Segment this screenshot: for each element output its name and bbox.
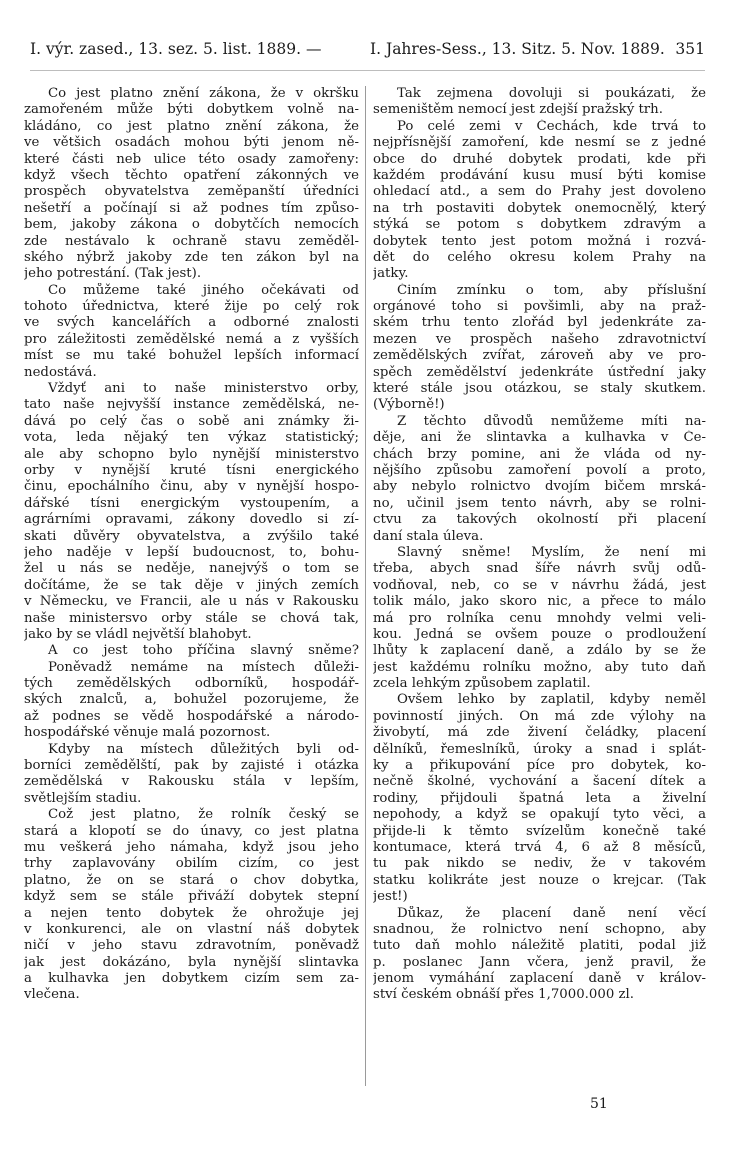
text-line: vlečena.: [24, 987, 80, 1003]
text-line: nejpřísnější zamoření, kde nesmí se z jedné: [373, 135, 706, 151]
text-line: jak jest dokázáno, byla nynější slintavka: [24, 954, 359, 970]
text-line: orby v nynější kruté tísni energického: [24, 462, 359, 478]
text-line: chách brzy pomine, ani že vláda od ny-: [373, 446, 706, 462]
text-line: které části neb ulice této osady zamořeny:: [24, 151, 359, 167]
text-line: ve svých kancelářích a odborné znalosti: [24, 315, 359, 331]
text-line: nějšího způsobu zamoření povolí a proto,: [373, 462, 706, 478]
text-line: agrárními opravami, zákony dovedlo si zí-: [24, 512, 359, 528]
text-line: p. poslanec Jann včera, jenž pravil, že: [373, 954, 706, 970]
text-line: zemědělských zvířat, zároveň aby ve pro-: [373, 348, 706, 364]
text-line: ského nýbrž jakoby zde ten zákon byl na: [24, 249, 359, 265]
text-line: ničí v jeho stavu zdravotním, poněvadž: [24, 938, 359, 954]
text-line: ale aby schopno bylo nynější ministerstvo: [24, 446, 359, 462]
text-line: jako by se vládl největší blahobyt.: [24, 626, 252, 642]
text-line: dělníků, řemeslníků, úroky a snad i splát-: [373, 741, 706, 757]
text-line: vodňoval, neb, co se v návrhu žádá, jest: [373, 577, 706, 593]
text-line: mezen ve prospěch našeho zdravotnictví: [373, 331, 706, 347]
text-line: lhůty k zaplacení daně, a zdálo by se že: [373, 643, 706, 659]
text-line: stýká se potom s dobytkem zdravým a: [373, 217, 706, 233]
text-line: zde nestávalo k ochraně stavu zeměděl-: [24, 233, 359, 249]
text-line: živobytí, má zde živení čeládky, placení: [373, 725, 706, 741]
text-line: dářské tísni energickým vystoupením, a: [24, 495, 359, 511]
text-line: mu veškerá jeho námaha, když jsou jeho: [24, 839, 359, 855]
text-line: jest každému rolníku možno, aby tuto daň: [373, 659, 706, 675]
text-line: a kulhavka jen dobytkem cizím sem za-: [24, 971, 359, 987]
text-line: Vždyť ani to naše ministerstvo orby,: [48, 381, 359, 397]
header-rule: [30, 70, 705, 71]
text-line: činu, epochálního činu, aby v nynější hospo-: [24, 479, 359, 495]
text-line: na trh postaviti dobytek onemocnělý, který: [373, 200, 706, 216]
text-line: no, učinil jsem tento návrh, aby se rolni-: [373, 495, 706, 511]
text-line: (Výborně!): [373, 397, 445, 413]
sheet-number: 51: [590, 1096, 608, 1112]
text-line: orgánové toho si povšimli, aby na praž-: [373, 299, 706, 315]
text-line: Poněvadž nemáme na místech důleži-: [48, 659, 359, 675]
text-line: nedostává.: [24, 364, 97, 380]
text-line: dět do celého okresu kolem Prahy na: [373, 249, 706, 265]
text-line: míst se mu také bohužel lepších informací: [24, 348, 359, 364]
text-line: třeba, abych snad šíře návrh svůj odů-: [373, 561, 706, 577]
text-line: Co jest platno znění zákona, že v okršku: [48, 86, 359, 101]
text-line: a nejen tento dobytek že ohrožuje jej: [24, 905, 359, 921]
text-line: v Německu, ve Francii, ale u nás v Rakousku: [24, 594, 359, 610]
text-line: povinností jiných. On má zde výlohy na: [373, 708, 706, 724]
text-line: snadnou, že rolnictvo není schopno, aby: [373, 921, 706, 937]
text-line: jeho naděje v lepší budoucnost, to, bohu-: [24, 544, 359, 560]
text-line: prospěch obyvatelstva zeměpanští úředníci: [24, 184, 359, 200]
text-line: tu pak nikdo se nediv, že v takovém: [373, 856, 706, 872]
text-line: A co jest toho příčina slavný sněme?: [48, 643, 359, 659]
text-line: platno, že on se stará o chov dobytka,: [24, 872, 359, 888]
text-line: hospodářské věnuje malá pozornost.: [24, 725, 271, 741]
text-line: statku kolikráte jest nouze o krejcar. (Tak: [373, 872, 706, 888]
text-line: Ovšem lehko by zaplatil, kdyby neměl: [397, 692, 706, 708]
text-line: zcela lehkým způsobem zaplatil.: [373, 676, 591, 692]
left-column: [24, 86, 359, 1004]
text-line: kládáno, co jest platno znění zákona, že: [24, 118, 359, 134]
text-line: dobytek tento jest potom možná i rozvá-: [373, 233, 706, 249]
text-line: ství českém obnáší přes 1,7000.000 zl.: [373, 987, 635, 1003]
text-line: stará a klopotí se do únavy, co jest platna: [24, 823, 359, 839]
text-line: zemědělská v Rakousku stála v lepším,: [24, 774, 359, 790]
text-line: má pro rolníka cenu mnohdy velmi veli-: [373, 610, 706, 626]
text-line: až podnes se vědě hospodářské a národo-: [24, 708, 359, 724]
text-line: skati důvěry obyvatelstva, a zvýšilo také: [24, 528, 359, 544]
text-line: když všech těchto opatření zákonných ve: [24, 167, 359, 183]
text-line: naše ministersvo orby stále se chová tak,: [24, 610, 359, 626]
text-line: vota, leda nějaký ten výkaz statistický;: [24, 430, 359, 446]
text-line: jatky.: [373, 266, 409, 282]
text-line: obce do druhé dobytek prodati, kde při: [373, 151, 706, 167]
header-german: I. Jahres-Sess., 13. Sitz. 5. Nov. 1889.: [370, 40, 665, 58]
text-line: Činím zmínku o tom, aby příslušní: [397, 282, 706, 298]
header-czech: I. výr. zased., 13. sez. 5. list. 1889. —: [30, 40, 322, 58]
text-line: nečně školné, vychování a šacení dítek a: [373, 774, 706, 790]
text-line: Což jest platno, že rolník český se: [48, 807, 359, 823]
text-line: jeho potrestání. (Tak jest).: [24, 266, 202, 282]
text-line: borníci zemědělští, pak by zajisté i otázka: [24, 758, 359, 774]
text-line: jenom vymáhání zaplacení daně v králov-: [373, 971, 706, 987]
text-line: ském trhu tento zlořád byl jedenkráte za-: [373, 315, 706, 331]
right-column: [373, 86, 706, 1004]
text-line: spěch zemědělství jedenkráte ústřední jaky: [373, 364, 706, 380]
text-line: každém prodávání kusu musí býti komise: [373, 167, 706, 183]
text-line: nešetří a počínají si až podnes tím způso-: [24, 200, 359, 216]
text-line: které stále jsou otázkou, se staly skutkem.: [373, 381, 706, 397]
text-line: pro záležitosti zemědělské nemá a z vyšších: [24, 331, 359, 347]
text-line: ohledací atd., a sem do Prahy jest dovoleno: [373, 184, 706, 200]
text-line: kontumace, která trvá 4, 6 až 8 měsíců,: [373, 839, 706, 855]
running-header: [30, 40, 705, 70]
text-line: ve většich osadách mohou býti jenom ně-: [24, 135, 359, 151]
text-line: přijde-li k těmto svízelům konečně také: [373, 823, 706, 839]
text-line: rodiny, přijdouli špatná leta a živelní: [373, 790, 706, 806]
column-divider: [365, 86, 366, 1086]
text-line: jest!): [373, 889, 408, 905]
text-line: ky a přikupování píce pro dobytek, ko-: [373, 758, 706, 774]
text-line: daní stala úleva.: [373, 528, 484, 544]
text-line: tuto daň mohlo náležitě platiti, podal již: [373, 938, 706, 954]
text-line: Z těchto důvodů nemůžeme míti na-: [397, 413, 706, 429]
text-line: v konkurenci, ale on vlastní náš dobytek: [24, 921, 359, 937]
text-line: Slavný sněme! Myslím, že není mi: [397, 544, 706, 560]
text-line: dává po celý čas o sobě ani známky ži-: [24, 413, 359, 429]
text-line: semeništěm nemocí jest zdejší pražský trh.: [373, 102, 663, 118]
text-line: tato naše nejvyšší instance zemědělská, ne-: [24, 397, 359, 413]
text-line: dočítáme, že se tak děje v jiných zemích: [24, 577, 359, 593]
text-line: Důkaz, že placení daně není věcí: [397, 905, 706, 921]
text-line: světlejším stadiu.: [24, 790, 142, 806]
text-line: tohoto úřednictva, které žije po celý rok: [24, 299, 359, 315]
text-line: tých zemědělských odborníků, hospodář-: [24, 676, 359, 692]
text-line: ských znalců, a, bohužel pozorujeme, že: [24, 692, 359, 708]
text-line: Kdyby na místech důležitých byli od-: [48, 741, 359, 757]
text-line: ctvu za takových okolností při placení: [373, 512, 706, 528]
text-line: nepohody, a když se opakují tyto věci, a: [373, 807, 706, 823]
text-line: kou. Jedná se ovšem pouze o prodloužení: [373, 626, 706, 642]
page-number: 351: [675, 40, 705, 58]
text-line: tolik málo, jako skoro nic, a přece to málo: [373, 594, 706, 610]
text-line: když sem se stále přiváží dobytek stepní: [24, 889, 359, 905]
text-line: bem, jakoby zákona o dobytčích nemocích: [24, 217, 359, 233]
text-line: žel u nás se neděje, nanejvýš o tom se: [24, 561, 359, 577]
text-line: Po celé zemi v Čechách, kde trvá to: [397, 118, 706, 134]
text-line: aby nebylo rolnictvo dvojím bičem mrská-: [373, 479, 706, 495]
text-line: zamořeném může býti dobytkem volně na-: [24, 102, 359, 118]
text-line: trhy zaplavovány obilím cizím, co jest: [24, 856, 359, 872]
text-line: děje, ani že slintavka a kulhavka v Če-: [373, 430, 706, 446]
text-line: Tak zejmena dovoluji si poukázati, že: [397, 86, 706, 101]
text-line: Co můžeme také jiného očekávati od: [48, 282, 359, 298]
